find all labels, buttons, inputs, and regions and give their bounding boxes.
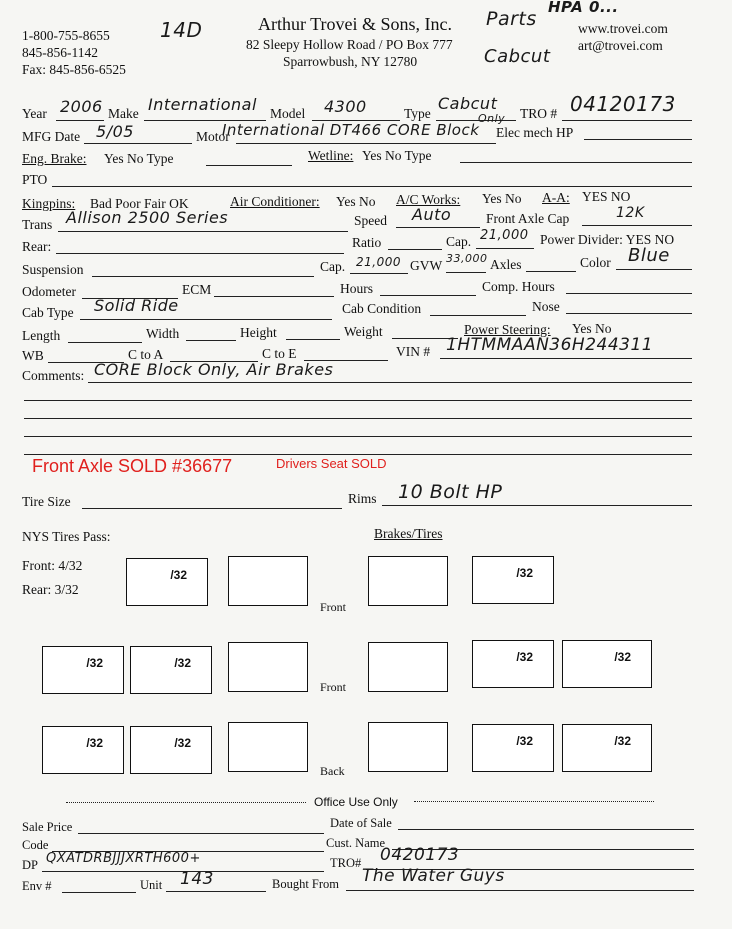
wetline-label: Wetline: (308, 148, 354, 163)
c-to-e-label: C to E (262, 346, 297, 361)
env-label: Env # (22, 879, 52, 893)
model-value: 4300 (324, 97, 367, 116)
front-axle-sold-notice: Front Axle SOLD #36677 (32, 456, 233, 476)
type-label: Type (404, 106, 431, 121)
address-line-2: Sparrowbush, NY 12780 (283, 54, 418, 69)
length-label: Length (22, 328, 61, 343)
date-of-sale-label: Date of Sale (330, 816, 392, 830)
phone-1: 1-800-755-8655 (22, 28, 110, 43)
motor-value: International DT466 CORE Block (222, 121, 480, 139)
cab-condition-label: Cab Condition (342, 301, 422, 316)
cust-name-label: Cust. Name (326, 836, 386, 850)
brake-box-drive2-left[interactable] (228, 722, 308, 772)
brake-box-front-right[interactable] (368, 556, 448, 606)
comments-label: Comments: (22, 368, 85, 383)
trans-label: Trans (22, 217, 53, 232)
make-label: Make (108, 106, 139, 121)
bought-from-value: The Water Guys (362, 866, 505, 886)
vin-value: 1HTMMAAN36H244311 (446, 335, 654, 355)
a-a-label: A-A: (542, 190, 570, 205)
ecm-label: ECM (182, 282, 212, 297)
cab-type-label: Cab Type (22, 305, 74, 320)
c-to-a-label: C to A (128, 347, 164, 362)
office-tro-label: TRO# (330, 856, 362, 870)
ac-works-label: A/C Works: (396, 192, 461, 207)
code-label: Code (22, 838, 49, 852)
width-label: Width (146, 326, 180, 341)
eng-brake-label: Eng. Brake: (22, 151, 87, 166)
year-value: 2006 (60, 97, 103, 116)
tire-box-front-left[interactable]: /32 (126, 558, 208, 606)
year-label: Year (22, 106, 47, 121)
rims-value: 10 Bolt HP (398, 481, 503, 503)
kingpins-options: Bad Poor Fair OK (90, 196, 189, 211)
dp-value: QXATDRBJJJXRTH600+ (46, 851, 201, 866)
motor-note: Only (478, 112, 506, 125)
rear-label: Rear: (22, 239, 52, 254)
tire-box-drive2-outer-left[interactable]: /32 (42, 726, 124, 774)
company-name: Arthur Trovei & Sons, Inc. (258, 14, 453, 34)
comments-value: CORE Block Only, Air Brakes (94, 360, 334, 379)
top-handwritten: HPA 0... (548, 0, 619, 16)
tire-box-drive1-inner-right[interactable]: /32 (472, 640, 554, 688)
drivers-seat-sold-notice: Drivers Seat SOLD (276, 456, 387, 471)
rear-cap-label: Cap. (446, 234, 472, 249)
stock-handwritten: 14D (160, 18, 203, 42)
mfg-date-label: MFG Date (22, 129, 81, 144)
tire-box-front-right[interactable]: /32 (472, 556, 554, 604)
type-value: Cabcut (438, 94, 498, 113)
dp-label: DP (22, 858, 38, 872)
rear-requirement: Rear: 3/32 (22, 582, 79, 597)
website: www.trovei.com (578, 21, 668, 36)
bought-from-label: Bought From (272, 877, 340, 891)
rear-cap-value: 21,000 (480, 228, 529, 243)
tire-size-label: Tire Size (22, 494, 71, 509)
sale-price-label: Sale Price (22, 820, 73, 834)
office-divider-left (66, 802, 306, 803)
tire-box-drive1-outer-right[interactable]: /32 (562, 640, 652, 688)
pto-label: PTO (22, 172, 48, 187)
vin-label: VIN # (396, 344, 431, 359)
make-value: International (148, 95, 257, 114)
wb-label: WB (22, 348, 44, 363)
cab-type-value: Solid Ride (94, 296, 179, 315)
weight-label: Weight (344, 324, 383, 339)
mfg-date-value: 5/05 (96, 122, 134, 141)
comp-hours-label: Comp. Hours (482, 279, 555, 294)
odometer-label: Odometer (22, 284, 76, 299)
a-a-options: YES NO (582, 189, 631, 204)
office-divider-right (414, 801, 654, 802)
suspension-cap-label: Cap. (320, 259, 346, 274)
power-steering-options: Yes No (572, 321, 612, 336)
axles-label: Axles (490, 257, 522, 272)
hours-label: Hours (340, 281, 373, 296)
speed-label: Speed (354, 213, 387, 228)
brake-box-drive1-right[interactable] (368, 642, 448, 692)
height-label: Height (240, 325, 277, 340)
suspension-label: Suspension (22, 262, 84, 277)
brakes-tires-label: Brakes/Tires (374, 526, 443, 541)
ratio-label: Ratio (352, 235, 382, 250)
gvw-value: 33,000 (446, 252, 488, 265)
nys-tires-pass-label: NYS Tires Pass: (22, 529, 111, 544)
unit-label: Unit (140, 878, 163, 892)
elec-mech-hp-label: Elec mech HP (496, 125, 574, 140)
parts-handwritten: Parts (486, 8, 537, 30)
air-conditioner-label: Air Conditioner: (230, 194, 320, 209)
unit-value: 143 (180, 869, 214, 889)
color-label: Color (580, 255, 611, 270)
office-tro-value: 0420173 (380, 845, 460, 865)
email: art@trovei.com (578, 38, 663, 53)
kingpins-label: Kingpins: (22, 196, 76, 211)
wetline-options: Yes No Type (362, 148, 432, 163)
back-label: Back (320, 764, 345, 778)
fax: Fax: 845-856-6525 (22, 62, 126, 77)
cabcut-handwritten: Cabcut (484, 46, 551, 67)
address-line-1: 82 Sleepy Hollow Road / PO Box 777 (246, 37, 453, 52)
tro-label: TRO # (520, 106, 558, 121)
air-conditioner-options: Yes No (336, 194, 376, 209)
power-steering-label: Power Steering: (464, 322, 551, 337)
brake-box-drive1-left[interactable] (228, 642, 308, 692)
phone-2: 845-856-1142 (22, 45, 98, 60)
trans-value: Allison 2500 Series (66, 208, 229, 227)
tire-box-drive2-inner-left[interactable]: /32 (130, 726, 212, 774)
motor-label: Motor (196, 129, 230, 144)
front-label-1: Front (320, 600, 347, 614)
front-requirement: Front: 4/32 (22, 558, 83, 573)
office-use-only-title: Office Use Only (314, 795, 398, 809)
nose-label: Nose (532, 299, 560, 314)
front-axle-cap-label: Front Axle Cap (486, 211, 570, 226)
power-divider-label: Power Divider: YES NO (540, 232, 675, 247)
model-label: Model (270, 106, 306, 121)
rims-label: Rims (348, 491, 377, 506)
suspension-cap-value: 21,000 (356, 255, 401, 269)
brake-box-drive2-right[interactable] (368, 722, 448, 772)
tire-box-drive2-outer-right[interactable]: /32 (562, 724, 652, 772)
brake-box-front-left[interactable] (228, 556, 308, 606)
front-axle-cap-value: 12K (616, 205, 645, 221)
eng-brake-options: Yes No Type (104, 151, 174, 166)
speed-value: Auto (412, 205, 452, 224)
front-label-2: Front (320, 680, 347, 694)
ac-works-options: Yes No (482, 191, 522, 206)
color-value: Blue (628, 245, 670, 266)
tire-box-drive1-outer-left[interactable]: /32 (42, 646, 124, 694)
tire-box-drive2-inner-right[interactable]: /32 (472, 724, 554, 772)
gvw-label: GVW (410, 258, 443, 273)
tro-value: 04120173 (570, 92, 676, 116)
tire-box-drive1-inner-left[interactable]: /32 (130, 646, 212, 694)
